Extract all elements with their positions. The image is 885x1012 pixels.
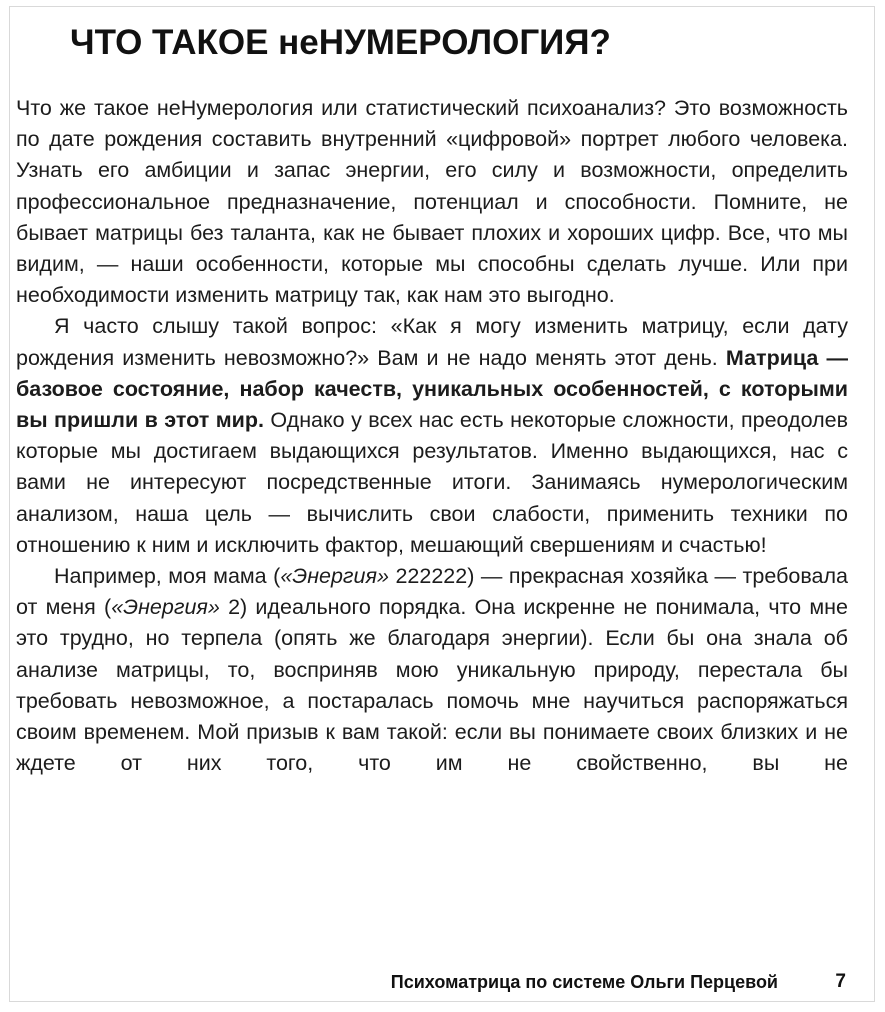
paragraph-3	[16, 561, 848, 779]
paragraph-3-part-3: 2) идеального порядка. Она искренне не понимала, что мне это трудно, но терпела (опять же благодаря энергии). Если бы она знала об анализе матрицы, то, восприняв мою уникальную природу, перестала бы требовать невозможное, а постаралась помочь мне научиться распоряжаться своим временем. Мой призыв к вам такой: если вы понимаете своих близких и не ждете от них того, что им не свойственно, вы не	[16, 595, 848, 776]
paragraph-3-part-1: Например, моя мама (	[54, 564, 281, 589]
matrix-definition-bold: Матрица — базовое состояние, набор качеств, уникальных особенностей, с которыми вы пришли в этот мир.	[16, 345, 849, 433]
page-title: ЧТО ТАКОЕ неНУМЕРОЛОГИЯ?	[70, 23, 611, 62]
paragraph-3-part-2: 222222) — прекрасная хозяйка — требовала от меня (	[16, 564, 848, 620]
energy-term-2: «Энергия»	[111, 595, 220, 620]
paragraph-2	[16, 311, 848, 561]
page-number: 7	[835, 971, 846, 992]
book-page	[9, 6, 875, 1002]
paragraph-2-text-before: Я часто слышу такой вопрос: «Как я могу изменить матрицу, если дату рождения изменить невозможно?» Вам и не надо менять этот день.	[16, 314, 848, 370]
energy-term-1: «Энергия»	[280, 564, 389, 589]
body-text	[16, 93, 848, 779]
paragraph-1: Что же такое неНумерология или статистический психоанализ? Это возможность по дате рождения составить внутренний «цифровой» портрет любого человека. Узнать его амбиции и запас энергии, его силу и возможности, определить профессиональное предназначение, потенциал и способности. Помните, не бывает матрицы без таланта, как не бывает плохих и хороших цифр. Все, что мы видим, — наши особенности, которые мы способны сделать лучше. Или при необходимости изменить матрицу так, как нам это выгодно.	[16, 96, 848, 308]
running-footer-title: Психоматрица по системе Ольги Перцевой	[390, 972, 778, 992]
page-footer	[10, 969, 874, 995]
paragraph-2-text-after: Однако у всех нас есть некоторые сложности, преодолев которые мы достигаем выдающихся результатов. Именно выдающихся, нас с вами не интересуют посредственные итоги. Занимаясь нумерологическим анализом, наша цель — вычислить свои слабости, применить техники по отношению к ним и исключить фактор, мешающий свершениям и счастью!	[16, 408, 848, 557]
